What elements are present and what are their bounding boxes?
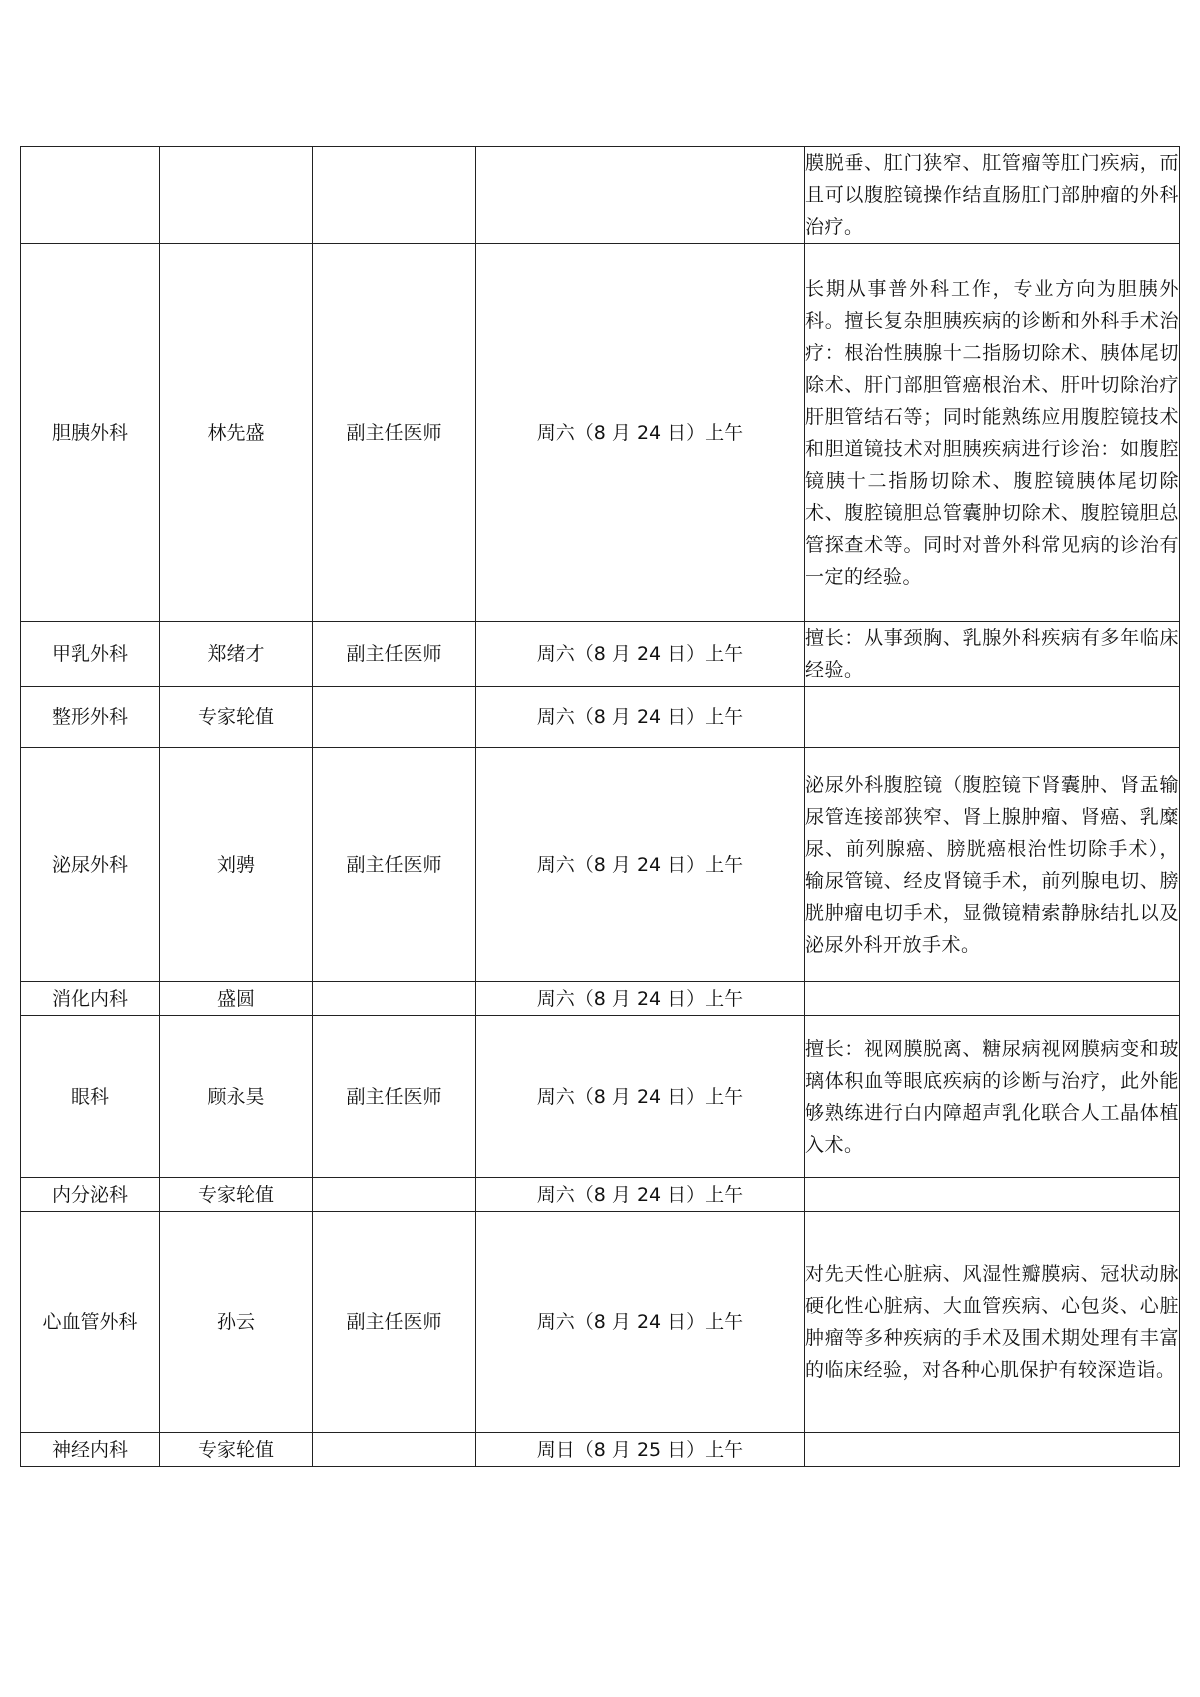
desc-cell <box>805 147 1180 244</box>
dept-cell: 内分泌科 <box>21 1178 160 1212</box>
time-cell <box>476 147 805 244</box>
dept-cell: 泌尿外科 <box>21 748 160 982</box>
schedule-table <box>20 146 1180 1467</box>
title-cell <box>313 687 476 748</box>
dept-cell <box>21 147 160 244</box>
title-cell: 副主任医师 <box>313 244 476 622</box>
doctor-cell: 专家轮值 <box>160 1178 313 1212</box>
title-cell: 副主任医师 <box>313 1212 476 1433</box>
dept-cell: 眼科 <box>21 1016 160 1178</box>
time-cell: 周六（8 月 24 日）上午 <box>476 982 805 1016</box>
time-cell: 周六（8 月 24 日）上午 <box>476 1212 805 1433</box>
desc-text: 擅长：视网膜脱离、糖尿病视网膜病变和玻璃体积血等眼底疾病的诊断与治疗，此外能够熟练进行白内障超声乳化联合人工晶体植入术。 <box>805 1037 1179 1156</box>
title-cell: 副主任医师 <box>313 622 476 687</box>
table-row <box>21 748 1180 982</box>
doctor-cell: 盛圆 <box>160 982 313 1016</box>
doctor-cell <box>160 147 313 244</box>
doctor-cell: 林先盛 <box>160 244 313 622</box>
doctor-cell: 郑绪才 <box>160 622 313 687</box>
desc-text: 泌尿外科腹腔镜（腹腔镜下肾囊肿、肾盂输尿管连接部狭窄、肾上腺肿瘤、肾癌、乳糜尿、前列腺癌、膀胱癌根治性切除手术），输尿管镜、经皮肾镜手术，前列腺电切、膀胱肿瘤电切手术，显微镜精索静脉结扎以及泌尿外科开放手术。 <box>805 773 1179 956</box>
desc-cell <box>805 1212 1180 1433</box>
time-cell: 周日（8 月 25 日）上午 <box>476 1433 805 1467</box>
desc-cell <box>805 982 1180 1016</box>
title-cell <box>313 982 476 1016</box>
time-cell: 周六（8 月 24 日）上午 <box>476 748 805 982</box>
table-row <box>21 1212 1180 1433</box>
table-row <box>21 982 1180 1016</box>
table-row <box>21 1016 1180 1178</box>
desc-cell <box>805 687 1180 748</box>
table-row <box>21 687 1180 748</box>
title-cell: 副主任医师 <box>313 748 476 982</box>
doctor-cell: 刘骋 <box>160 748 313 982</box>
title-cell <box>313 147 476 244</box>
dept-cell: 消化内科 <box>21 982 160 1016</box>
dept-cell: 甲乳外科 <box>21 622 160 687</box>
desc-cell <box>805 244 1180 622</box>
table-row <box>21 244 1180 622</box>
title-cell <box>313 1433 476 1467</box>
time-cell: 周六（8 月 24 日）上午 <box>476 1016 805 1178</box>
time-cell: 周六（8 月 24 日）上午 <box>476 244 805 622</box>
doctor-cell: 专家轮值 <box>160 1433 313 1467</box>
title-cell: 副主任医师 <box>313 1016 476 1178</box>
desc-cell <box>805 622 1180 687</box>
title-cell <box>313 1178 476 1212</box>
desc-text: 对先天性心脏病、风湿性瓣膜病、冠状动脉硬化性心脏病、大血管疾病、心包炎、心脏肿瘤等多种疾病的手术及围术期处理有丰富的临床经验，对各种心肌保护有较深造诣。 <box>805 1263 1179 1381</box>
table-row <box>21 1433 1180 1467</box>
table-row <box>21 147 1180 244</box>
desc-text: 长期从事普外科工作，专业方向为胆胰外科。擅长复杂胆胰疾病的诊断和外科手术治疗：根治性胰腺十二指肠切除术、胰体尾切除术、肝门部胆管癌根治术、肝叶切除治疗肝胆管结石等；同时能熟练应用腹腔镜技术和胆道镜技术对胆胰疾病进行诊治：如腹腔镜胰十二指肠切除术、腹腔镜胰体尾切除术、腹腔镜胆总管囊肿切除术、腹腔镜胆总管探查术等。同时对普外科常见病的诊治有一定的经验。 <box>805 277 1179 588</box>
desc-cell <box>805 1178 1180 1212</box>
time-cell: 周六（8 月 24 日）上午 <box>476 1178 805 1212</box>
time-cell: 周六（8 月 24 日）上午 <box>476 622 805 687</box>
dept-cell: 心血管外科 <box>21 1212 160 1433</box>
table-row <box>21 622 1180 687</box>
desc-cell <box>805 748 1180 982</box>
doctor-cell: 顾永昊 <box>160 1016 313 1178</box>
desc-text: 膜脱垂、肛门狭窄、肛管瘤等肛门疾病，而且可以腹腔镜操作结直肠肛门部肿瘤的外科治疗。 <box>805 152 1179 238</box>
dept-cell: 神经内科 <box>21 1433 160 1467</box>
doctor-cell: 孙云 <box>160 1212 313 1433</box>
doctor-cell: 专家轮值 <box>160 687 313 748</box>
desc-cell <box>805 1016 1180 1178</box>
dept-cell: 胆胰外科 <box>21 244 160 622</box>
time-cell: 周六（8 月 24 日）上午 <box>476 687 805 748</box>
desc-cell <box>805 1433 1180 1467</box>
table-row <box>21 1178 1180 1212</box>
desc-text: 擅长：从事颈胸、乳腺外科疾病有多年临床经验。 <box>805 627 1179 681</box>
dept-cell: 整形外科 <box>21 687 160 748</box>
